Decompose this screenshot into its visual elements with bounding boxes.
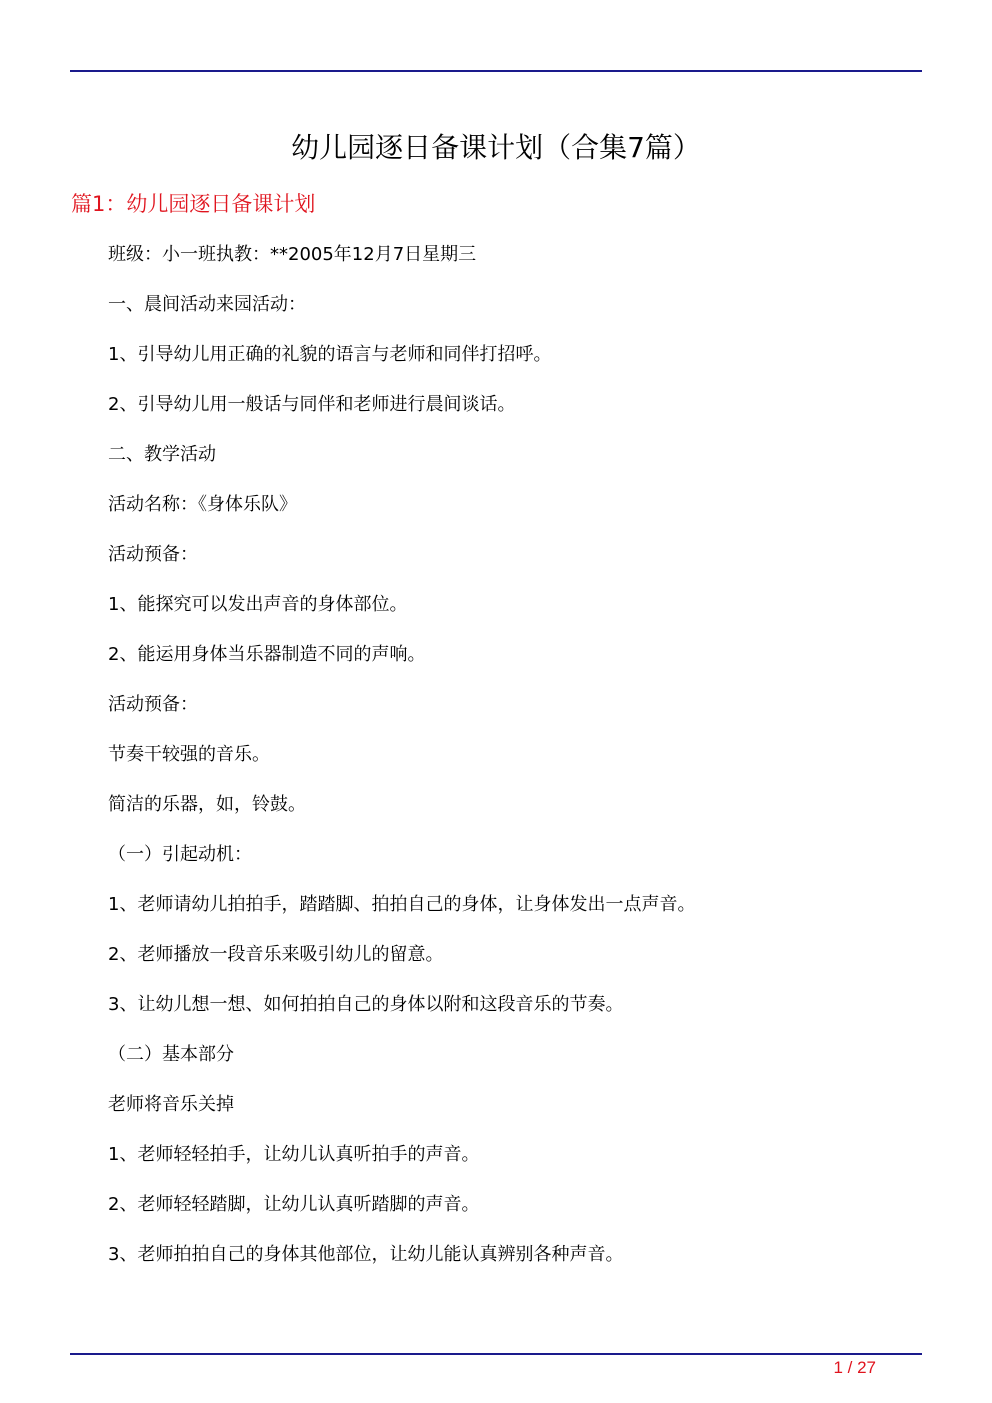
- body-line: 活动预备：: [108, 694, 198, 715]
- section-heading: 篇1：幼儿园逐日备课计划: [71, 192, 316, 216]
- footer-rule: [70, 1353, 922, 1355]
- body-line: 1、老师请幼儿拍拍手，踏踏脚、拍拍自己的身体，让身体发出一点声音。: [108, 894, 696, 915]
- body-line: 3、让幼儿想一想、如何拍拍自己的身体以附和这段音乐的节奏。: [108, 994, 624, 1015]
- document-title: 幼儿园逐日备课计划（合集7篇）: [291, 131, 701, 164]
- body-line: 2、引导幼儿用一般话与同伴和老师进行晨间谈话。: [108, 394, 516, 415]
- body-line: 3、老师拍拍自己的身体其他部位，让幼儿能认真辨别各种声音。: [108, 1244, 624, 1265]
- body-line: 1、老师轻轻拍手，让幼儿认真听拍手的声音。: [108, 1144, 480, 1165]
- document-body: [108, 230, 908, 1280]
- body-line: 简洁的乐器，如，铃鼓。: [108, 794, 306, 815]
- body-line: （一）引起动机：: [108, 844, 252, 865]
- body-line: 2、能运用身体当乐器制造不同的声响。: [108, 644, 426, 665]
- body-line: 1、能探究可以发出声音的身体部位。: [108, 594, 408, 615]
- body-line: 节奏干较强的音乐。: [108, 744, 270, 765]
- body-line: 2、老师播放一段音乐来吸引幼儿的留意。: [108, 944, 444, 965]
- body-line: （二）基本部分: [108, 1044, 234, 1065]
- body-line: 一、晨间活动来园活动：: [108, 294, 306, 315]
- page-number: 1 / 27: [833, 1358, 876, 1377]
- body-line: 二、教学活动: [108, 444, 216, 465]
- body-line: 老师将音乐关掉: [108, 1094, 234, 1115]
- body-line: 2、老师轻轻踏脚，让幼儿认真听踏脚的声音。: [108, 1194, 480, 1215]
- body-line: 1、引导幼儿用正确的礼貌的语言与老师和同伴打招呼。: [108, 344, 552, 365]
- body-line: 班级：小一班执教：**2005年12月7日星期三: [108, 244, 477, 265]
- body-line: 活动名称：《身体乐队》: [108, 494, 297, 515]
- body-line: 活动预备：: [108, 544, 198, 565]
- header-rule: [70, 70, 922, 72]
